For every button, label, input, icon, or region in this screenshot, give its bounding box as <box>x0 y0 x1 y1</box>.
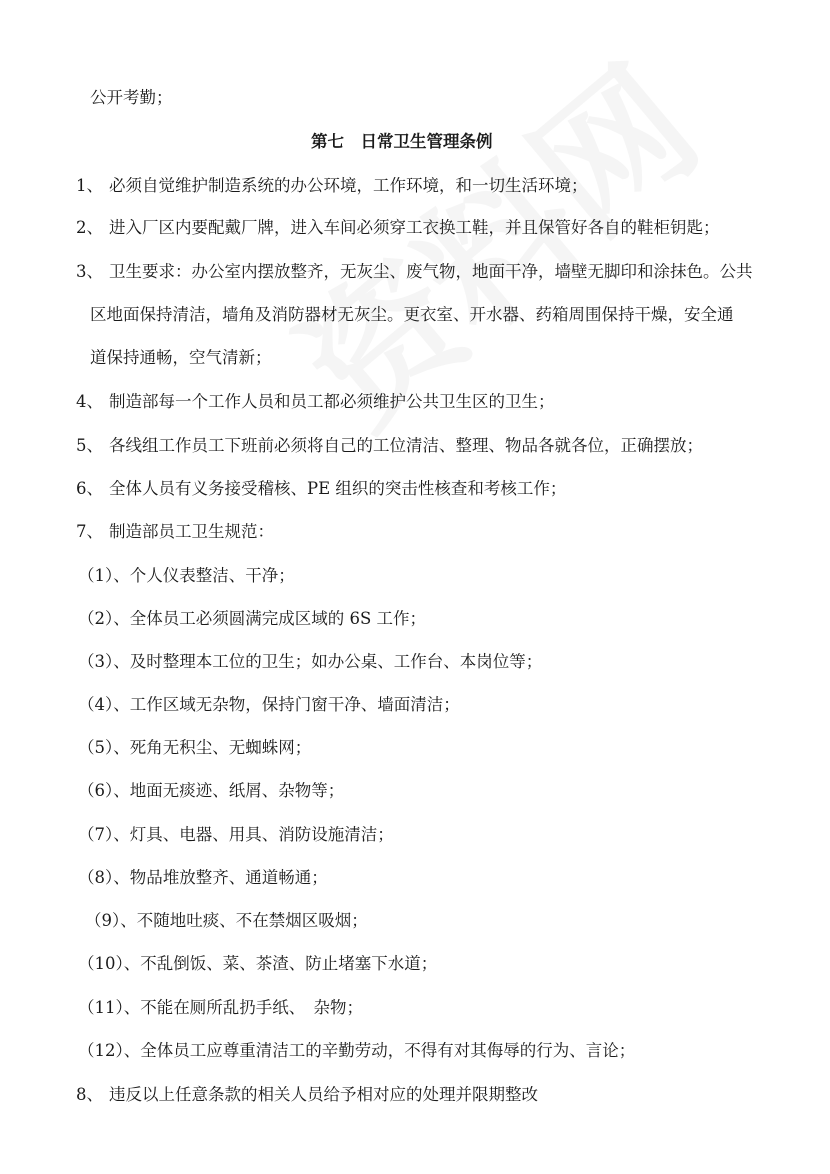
sub-item: （7）、灯具、电器、用具、消防设施清洁； <box>78 825 394 844</box>
sub-item: （12）、全体员工应尊重清洁工的辛勤劳动，不得有对其侮辱的行为、言论； <box>78 1041 636 1060</box>
item-number: 1、 <box>76 176 103 195</box>
item-number: 2、 <box>76 218 103 237</box>
item-number: 7、 <box>76 522 103 541</box>
sub-item: （1）、个人仪表整洁、干净； <box>78 566 295 585</box>
item-text-line: 卫生要求：办公室内摆放整齐，无灰尘、废气物，地面干净，墙壁无脚印和涂抹色。公共 <box>109 262 753 281</box>
item-text-line: 区地面保持清洁，墙角及消防器材无灰尘。更衣室、开水器、药箱周围保持干燥，安全通 <box>90 305 734 324</box>
item-number: 6、 <box>76 479 103 498</box>
item-text: 各线组工作员工下班前必须将自己的工位清洁、整理、物品各就各位，正确摆放； <box>109 436 703 455</box>
item-text: 制造部每一个工作人员和员工都必须维护公共卫生区的卫生； <box>109 392 555 411</box>
sub-item: （4）、工作区域无杂物，保持门窗干净、墙面清洁； <box>78 695 460 714</box>
item-number: 3、 <box>76 262 103 281</box>
item-text: 进入厂区内要配戴厂牌，进入车间必须穿工衣换工鞋，并且保管好各自的鞋柜钥匙； <box>109 218 720 237</box>
item-text: 必须自觉维护制造系统的办公环境，工作环境，和一切生活环境； <box>109 176 588 195</box>
item-text: 制造部员工卫生规范： <box>109 522 274 541</box>
item-number: 8、 <box>76 1085 103 1104</box>
sub-item: （9）、不随地吐痰、不在禁烟区吸烟； <box>85 911 368 930</box>
sub-item: （11）、不能在厕所乱扔手纸、 杂物； <box>78 998 363 1017</box>
sub-item: （2）、全体员工必须圆满完成区域的 6S 工作； <box>78 609 427 628</box>
lead-line: 公开考勤； <box>90 88 173 107</box>
sub-item: （5）、死角无积尘、无蜘蛛网； <box>78 738 312 757</box>
item-number: 5、 <box>76 436 103 455</box>
item-number: 4、 <box>76 392 103 411</box>
sub-item: （10）、不乱倒饭、菜、茶渣、防止堵塞下水道； <box>78 954 438 973</box>
item-text-line: 道保持通畅，空气清新； <box>90 348 272 367</box>
section-heading: 第七 日常卫生管理条例 <box>311 132 493 151</box>
sub-item: （3）、及时整理本工位的卫生；如办公桌、工作台、本岗位等； <box>78 652 543 671</box>
item-text: 违反以上任意条款的相关人员给予相对应的处理并限期整改 <box>109 1085 538 1104</box>
sub-item: （6）、地面无痰迹、纸屑、杂物等； <box>78 781 345 800</box>
sub-item: （8）、物品堆放整齐、通道畅通； <box>78 868 328 887</box>
item-text: 全体人员有义务接受稽核、PE 组织的突击性核查和考核工作； <box>109 479 567 498</box>
